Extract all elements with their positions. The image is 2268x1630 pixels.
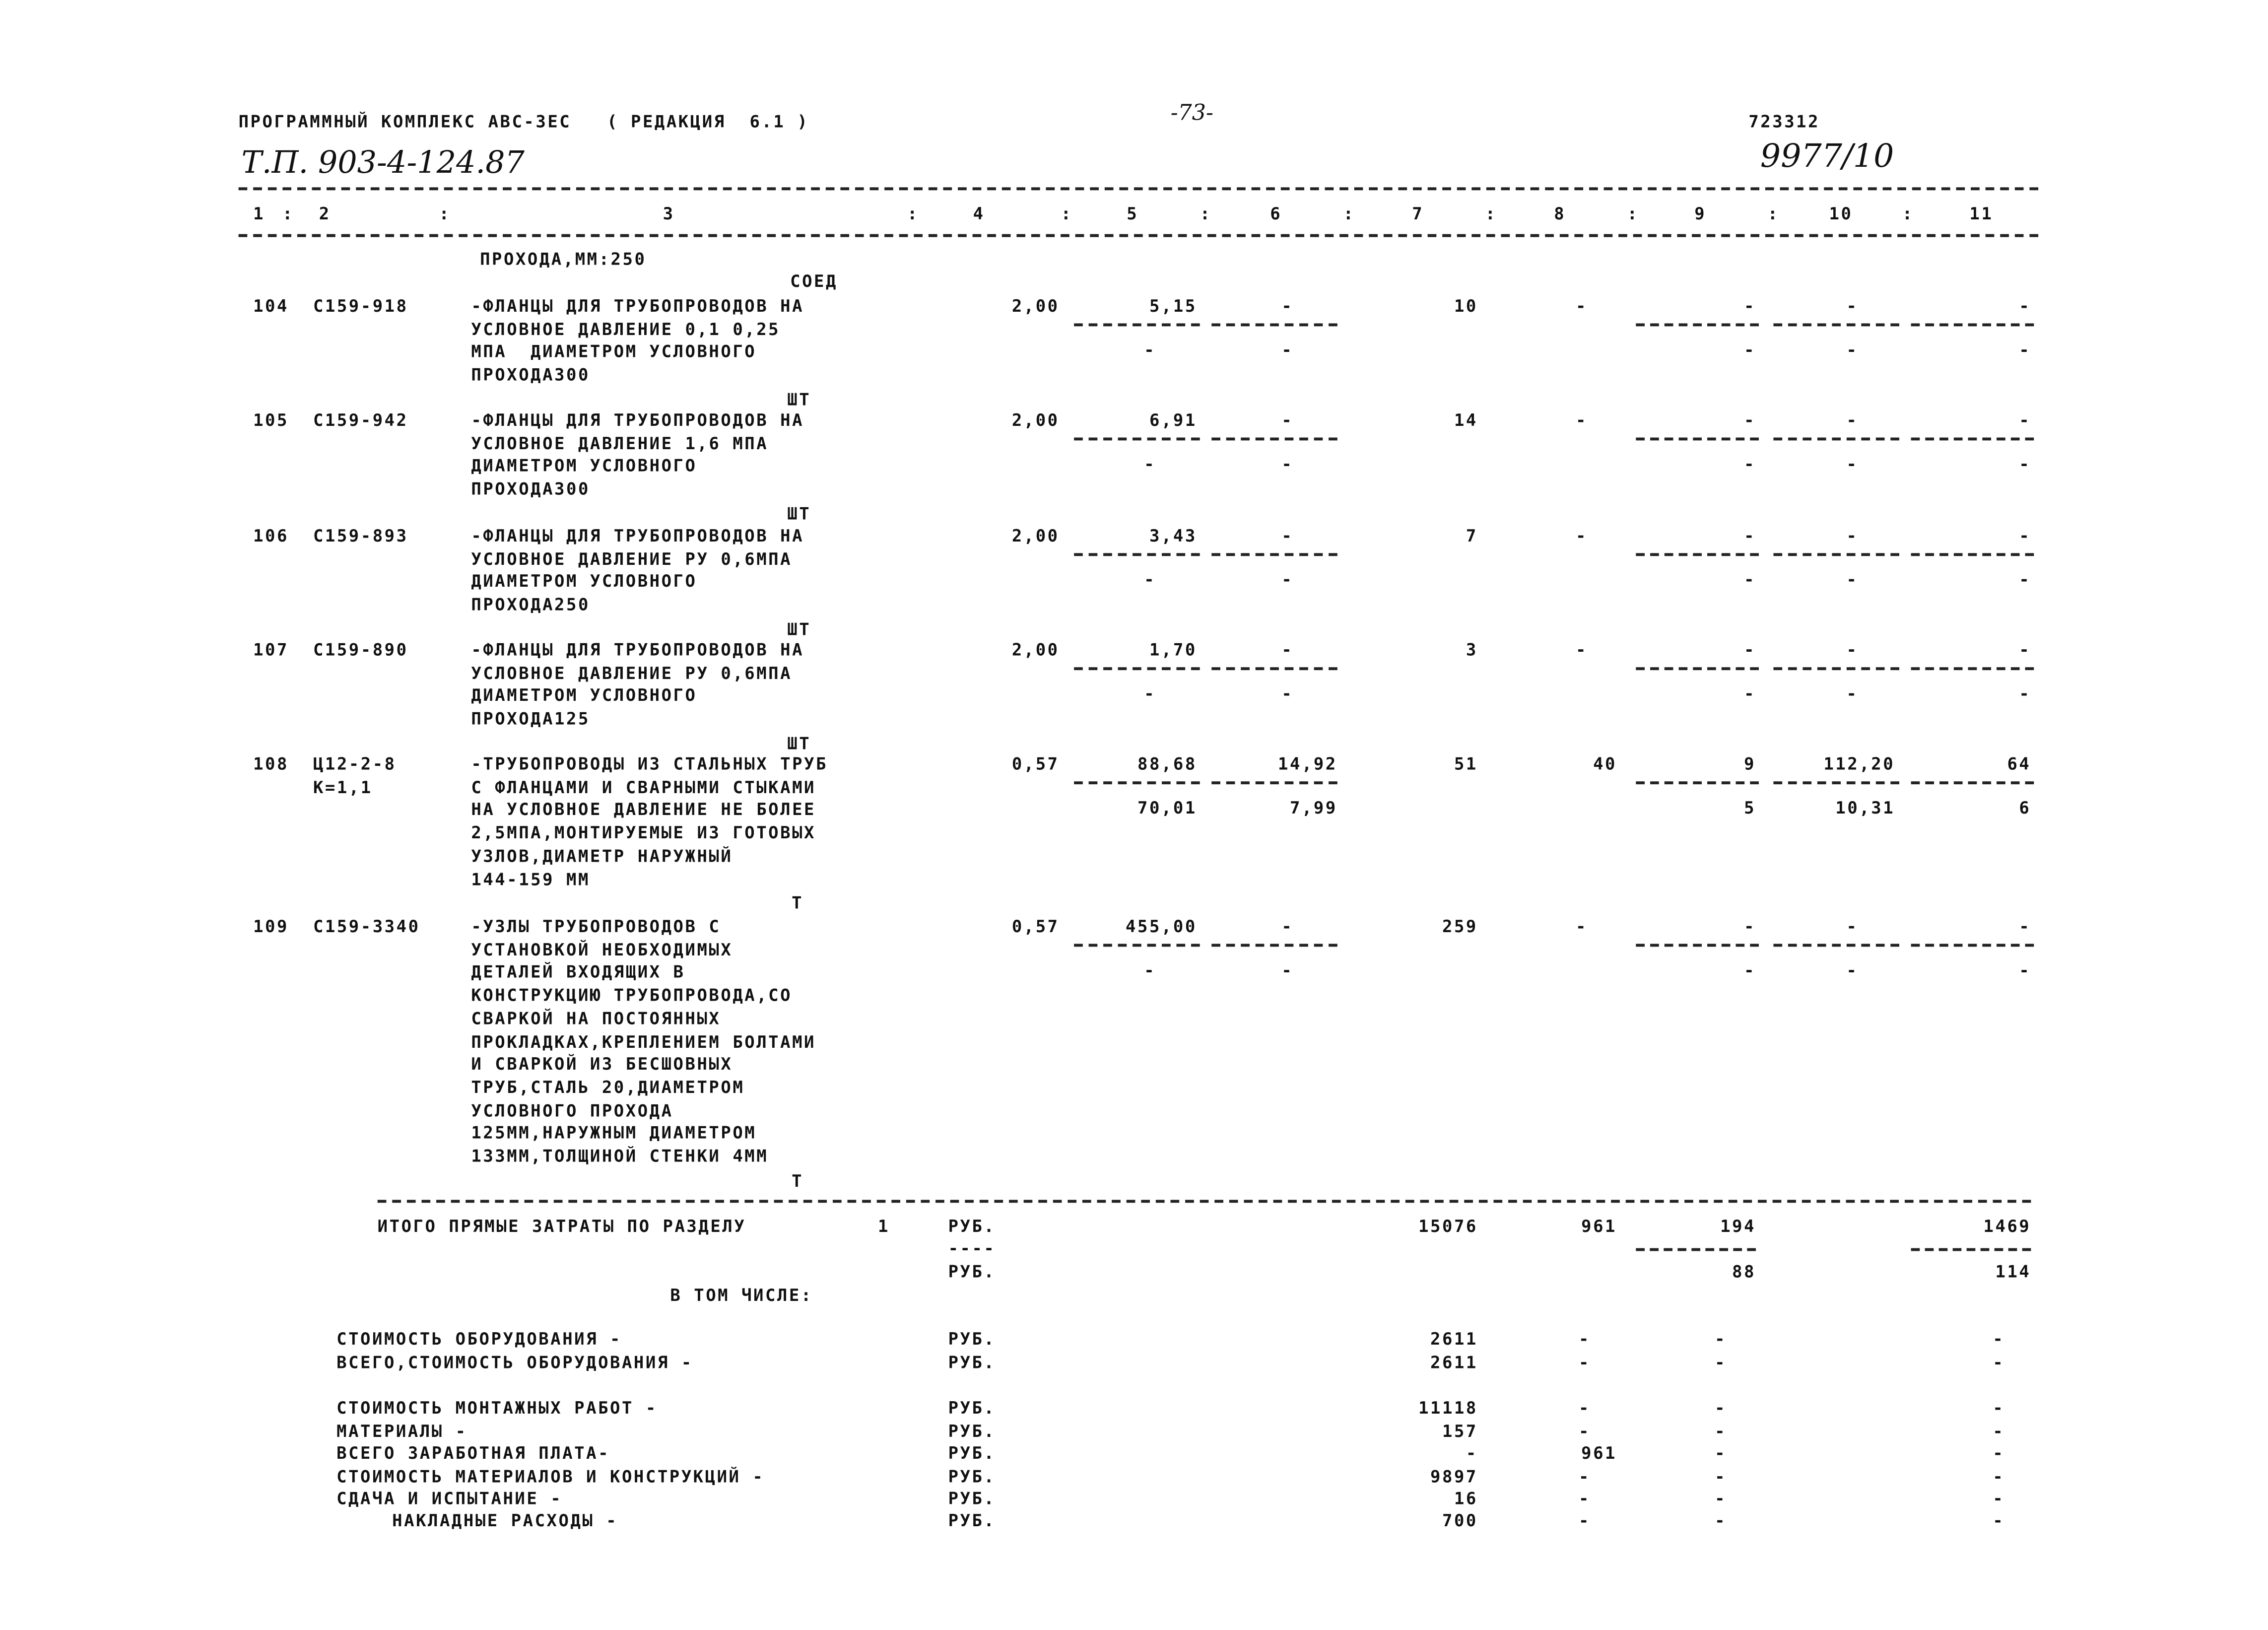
row-col6-rule: [1211, 667, 1337, 670]
document-code: 723312: [1748, 111, 1820, 132]
totals-col9-rule: [1636, 1248, 1756, 1251]
row-col11-a: 64: [2007, 753, 2031, 774]
row-col10-b: -: [1846, 569, 1859, 590]
row-col10-rule: [1773, 324, 1899, 327]
row-col10-a: 112,20: [1823, 753, 1895, 774]
row-code: Ц12-2-8 К=1,1: [313, 753, 397, 797]
row-col5-b: -: [1144, 453, 1156, 475]
column-header-3: 3: [663, 203, 675, 224]
row-col11-b: -: [2019, 339, 2031, 360]
row-col11-rule: [1911, 437, 2034, 440]
row-col10-rule: [1773, 437, 1899, 440]
page-number: -73-: [1170, 99, 1213, 126]
breakdown-col7: 9897: [1430, 1466, 1478, 1487]
column-separator: :: [439, 203, 451, 224]
column-header-11: 11: [1969, 203, 1994, 224]
row-quantity: 0,57: [1011, 916, 1060, 937]
row-col7: 10: [1454, 295, 1478, 316]
breakdown-col9: -: [1715, 1466, 1727, 1487]
column-header-1: 1: [253, 203, 266, 224]
row-description: -ФЛАНЦЫ ДЛЯ ТРУБОПРОВОДОВ НА УСЛОВНОЕ ДАВЛЕНИЕ 1,6 МПА ДИАМЕТРОМ УСЛОВНОГО ПРОХОДА300: [471, 409, 804, 499]
breakdown-label: ВСЕГО,СТОИМОСТЬ ОБОРУДОВАНИЯ -: [336, 1352, 693, 1373]
breakdown-col11: -: [1993, 1421, 2005, 1441]
row-col6-b: -: [1281, 683, 1294, 704]
row-col5-b: -: [1144, 569, 1156, 590]
row-code: С159-890: [313, 639, 408, 660]
header-rule: [239, 234, 2039, 237]
breakdown-col7: 2611: [1430, 1352, 1478, 1373]
row-col6-rule: [1211, 781, 1337, 784]
row-unit: ШТ: [787, 503, 811, 524]
breakdown-unit: РУБ.: [948, 1510, 996, 1531]
row-col8: -: [1576, 295, 1588, 316]
row-number: 108: [253, 753, 289, 774]
row-col11-rule: [1911, 324, 2034, 327]
breakdown-label: НАКЛАДНЫЕ РАСХОДЫ -: [392, 1510, 618, 1531]
row-quantity: 2,00: [1011, 525, 1060, 546]
row-col9-b: -: [1744, 683, 1756, 704]
row-col11-b: -: [2019, 569, 2031, 590]
breakdown-col9: -: [1715, 1421, 1727, 1441]
column-separator: :: [907, 203, 919, 224]
row-col6-b: 7,99: [1290, 797, 1337, 818]
row-description: -ФЛАНЦЫ ДЛЯ ТРУБОПРОВОДОВ НА УСЛОВНОЕ ДАВЛЕНИЕ 0,1 0,25 МПА ДИАМЕТРОМ УСЛОВНОГО ПРОХОДА300: [471, 295, 804, 385]
breakdown-col7: 16: [1454, 1488, 1478, 1509]
row-col9-a: -: [1744, 916, 1756, 937]
breakdown-unit: РУБ.: [948, 1488, 996, 1509]
row-col6-b: -: [1281, 959, 1294, 981]
row-col9-b: -: [1744, 569, 1756, 590]
totals-col11-rule: [1911, 1248, 2031, 1251]
column-header-6: 6: [1270, 203, 1282, 224]
row-col6-rule: [1211, 437, 1337, 440]
row-col8: -: [1576, 639, 1588, 660]
row-col11-a: -: [2019, 639, 2031, 660]
row-col9-b: -: [1744, 959, 1756, 981]
row-col10-b: -: [1846, 959, 1859, 981]
breakdown-col9: -: [1715, 1397, 1727, 1418]
breakdown-col11: -: [1993, 1488, 2005, 1509]
breakdown-unit: РУБ.: [948, 1352, 996, 1373]
row-col6-a: -: [1281, 409, 1294, 430]
totals-col9-a: 194: [1720, 1216, 1756, 1237]
breakdown-col9: -: [1715, 1442, 1727, 1463]
breakdown-col11: -: [1993, 1442, 2005, 1463]
row-col7: 3: [1466, 639, 1478, 660]
row-col10-b: -: [1846, 683, 1859, 704]
breakdown-col11: -: [1993, 1510, 2005, 1531]
row-col9-b: -: [1744, 453, 1756, 475]
totals-unit-2: РУБ.: [948, 1261, 996, 1282]
column-separator: :: [1767, 203, 1780, 224]
row-col5-b: 70,01: [1137, 797, 1197, 818]
breakdown-col9: -: [1715, 1352, 1727, 1373]
breakdown-col11: -: [1993, 1397, 2005, 1418]
row-col9-a: -: [1744, 295, 1756, 316]
column-header-2: 2: [319, 203, 331, 224]
breakdown-col11: -: [1993, 1466, 2005, 1487]
row-col6-b: -: [1281, 339, 1294, 360]
column-header-9: 9: [1694, 203, 1707, 224]
program-title: ПРОГРАММНЫЙ КОМПЛЕКС АВС-3ЕС ( РЕДАКЦИЯ 6.1 ): [238, 111, 809, 132]
column-separator: :: [1200, 203, 1212, 224]
row-col9-rule: [1636, 437, 1759, 440]
row-col9-rule: [1636, 944, 1759, 947]
row-col10-a: -: [1846, 295, 1859, 316]
row-col11-rule: [1911, 667, 2034, 670]
column-separator: :: [282, 203, 294, 224]
row-col5-a: 5,15: [1149, 295, 1197, 316]
row-code: С159-893: [313, 525, 408, 546]
row-code: С159-3340: [313, 916, 420, 937]
row-col5-a: 88,68: [1137, 753, 1197, 774]
row-col5-a: 6,91: [1149, 409, 1197, 430]
breakdown-unit: РУБ.: [948, 1397, 996, 1418]
row-col11-a: -: [2019, 295, 2031, 316]
row-col5-a: 1,70: [1149, 639, 1197, 660]
breakdown-col7: 2611: [1430, 1328, 1478, 1350]
row-col11-rule: [1911, 944, 2034, 947]
row-unit: ШТ: [787, 389, 811, 409]
row-col6-a: -: [1281, 525, 1294, 546]
column-header-4: 4: [973, 203, 985, 224]
row-quantity: 2,00: [1011, 295, 1060, 316]
row-col9-rule: [1636, 667, 1759, 670]
breakdown-col7: -: [1466, 1442, 1478, 1463]
row-col11-rule: [1911, 781, 2034, 784]
row-col5-rule: [1074, 781, 1200, 784]
row-col5-a: 3,43: [1149, 525, 1197, 546]
row-number: 104: [253, 295, 289, 316]
breakdown-label: СТОИМОСТЬ МОНТАЖНЫХ РАБОТ -: [336, 1397, 658, 1418]
column-separator: :: [1343, 203, 1355, 224]
row-col9-a: 9: [1744, 753, 1756, 774]
row-col9-rule: [1636, 553, 1759, 556]
column-header-8: 8: [1554, 203, 1566, 224]
totals-col11-b: 114: [1995, 1261, 2031, 1282]
totals-col9-b: 88: [1732, 1261, 1756, 1282]
row-col6-a: -: [1281, 916, 1294, 937]
row-col8: 40: [1593, 753, 1617, 774]
row-col10-rule: [1773, 781, 1899, 784]
row-col5-rule: [1074, 437, 1200, 440]
row-code: С159-942: [313, 409, 408, 430]
row-col11-rule: [1911, 553, 2034, 556]
row-number: 109: [253, 916, 289, 937]
row-col7: 7: [1466, 525, 1478, 546]
breakdown-unit: РУБ.: [948, 1421, 996, 1441]
row-col5-rule: [1074, 667, 1200, 670]
row-col10-b: -: [1846, 339, 1859, 360]
row-col5-rule: [1074, 324, 1200, 327]
row-col6-b: -: [1281, 569, 1294, 590]
breakdown-col8: -: [1578, 1397, 1591, 1418]
column-separator: :: [1061, 203, 1073, 224]
row-col8: -: [1576, 525, 1588, 546]
breakdown-col9: -: [1715, 1510, 1727, 1531]
row-col7: 14: [1454, 409, 1478, 430]
totals-col11-a: 1469: [1983, 1216, 2031, 1237]
breakdown-col9: -: [1715, 1328, 1727, 1350]
breakdown-unit: РУБ.: [948, 1442, 996, 1463]
row-unit: Т: [792, 892, 804, 914]
column-separator: :: [1485, 203, 1497, 224]
row-unit: ШТ: [787, 733, 811, 753]
row-col7: 259: [1442, 916, 1478, 937]
breakdown-label: СТОИМОСТЬ ОБОРУДОВАНИЯ -: [336, 1328, 622, 1350]
breakdown-label: СТОИМОСТЬ МАТЕРИАЛОВ И КОНСТРУКЦИЙ -: [336, 1466, 765, 1487]
totals-unit-1: РУБ.: [948, 1216, 996, 1237]
totals-col7: 15076: [1418, 1216, 1478, 1237]
row-col9-rule: [1636, 781, 1759, 784]
totals-rule: [378, 1200, 2031, 1203]
totals-unit-dash: ----: [948, 1238, 996, 1259]
breakdown-col8: -: [1578, 1466, 1591, 1487]
row-col6-rule: [1211, 324, 1337, 327]
row-number: 107: [253, 639, 289, 660]
row-col11-b: -: [2019, 453, 2031, 475]
breakdown-col7: 157: [1442, 1421, 1478, 1441]
column-header-7: 7: [1412, 203, 1424, 224]
row-col11-b: -: [2019, 959, 2031, 981]
row-col11-a: -: [2019, 525, 2031, 546]
row-unit: Т: [792, 1170, 804, 1191]
breakdown-unit: РУБ.: [948, 1466, 996, 1487]
row-description: -ФЛАНЦЫ ДЛЯ ТРУБОПРОВОДОВ НА УСЛОВНОЕ ДАВЛЕНИЕ РУ 0,6МПА ДИАМЕТРОМ УСЛОВНОГО ПРОХОДА125: [471, 639, 804, 729]
row-col5-b: -: [1144, 959, 1156, 981]
totals-label: ИТОГО ПРЯМЫЕ ЗАТРАТЫ ПО РАЗДЕЛУ: [377, 1216, 746, 1237]
breakdown-label: ВСЕГО ЗАРАБОТНАЯ ПЛАТА-: [336, 1442, 610, 1463]
breakdown-col7: 700: [1442, 1510, 1478, 1531]
row-col10-rule: [1773, 944, 1899, 947]
row-col10-a: -: [1846, 639, 1859, 660]
row-code: С159-918: [313, 295, 408, 316]
column-header-5: 5: [1127, 203, 1139, 224]
breakdown-label: МАТЕРИАЛЫ -: [336, 1421, 467, 1441]
row-col9-b: 5: [1744, 797, 1756, 818]
row-col6-a: 14,92: [1278, 753, 1337, 774]
row-quantity: 2,00: [1011, 409, 1060, 430]
row-col10-rule: [1773, 667, 1899, 670]
row-col10-a: -: [1846, 525, 1859, 546]
row-col6-rule: [1211, 553, 1337, 556]
row-col11-b: 6: [2019, 797, 2031, 818]
row-col10-b: -: [1846, 453, 1859, 475]
row-col10-a: -: [1846, 916, 1859, 937]
row-quantity: 2,00: [1011, 639, 1060, 660]
column-separator: :: [1902, 203, 1914, 224]
breakdown-col8: -: [1578, 1328, 1591, 1350]
row-col8: -: [1576, 916, 1588, 937]
row-col6-b: -: [1281, 453, 1294, 475]
row-col11-b: -: [2019, 683, 2031, 704]
row-col7: 51: [1454, 753, 1478, 774]
row-col5-rule: [1074, 944, 1200, 947]
row-col8: -: [1576, 409, 1588, 430]
breakdown-unit: РУБ.: [948, 1328, 996, 1350]
breakdown-col11: -: [1993, 1328, 2005, 1350]
project-number: Т.П. 903-4-124.87: [241, 144, 525, 180]
row-description: -ФЛАНЦЫ ДЛЯ ТРУБОПРОВОДОВ НА УСЛОВНОЕ ДАВЛЕНИЕ РУ 0,6МПА ДИАМЕТРОМ УСЛОВНОГО ПРОХОДА250: [471, 525, 804, 615]
breakdown-col8: 961: [1581, 1442, 1617, 1463]
carryover-text: ПРОХОДА,ММ:250: [480, 249, 647, 270]
breakdown-col11: -: [1993, 1352, 2005, 1373]
row-col6-a: -: [1281, 295, 1294, 316]
column-separator: :: [1627, 203, 1639, 224]
row-col11-a: -: [2019, 409, 2031, 430]
breakdown-col9: -: [1715, 1488, 1727, 1509]
sheet-number: 9977/10: [1760, 139, 1894, 176]
row-unit: ШТ: [787, 618, 811, 639]
row-number: 106: [253, 525, 289, 546]
row-col9-a: -: [1744, 639, 1756, 660]
row-col5-b: -: [1144, 339, 1156, 360]
breakdown-label: СДАЧА И ИСПЫТАНИЕ -: [336, 1488, 563, 1509]
row-col5-b: -: [1144, 683, 1156, 704]
including-label: В ТОМ ЧИСЛЕ:: [670, 1285, 813, 1305]
row-quantity: 0,57: [1011, 753, 1060, 774]
column-header-10: 10: [1829, 203, 1853, 224]
row-col9-a: -: [1744, 525, 1756, 546]
row-col11-a: -: [2019, 916, 2031, 937]
row-col5-rule: [1074, 553, 1200, 556]
row-col9-b: -: [1744, 339, 1756, 360]
row-number: 105: [253, 409, 289, 430]
row-col10-rule: [1773, 553, 1899, 556]
row-description: -УЗЛЫ ТРУБОПРОВОДОВ С УСТАНОВКОЙ НЕОБХОДИМЫХ ДЕТАЛЕЙ ВХОДЯЩИХ В КОНСТРУКЦИЮ ТРУБОПРОВОДА,СО СВАРКОЙ НА ПОСТОЯННЫХ ПРОКЛАДКАХ,КРЕПЛЕНИЕМ БОЛТАМИ И СВАРКОЙ ИЗ БЕСШОВНЫХ ТРУБ,СТАЛЬ 20,ДИАМЕТРОМ УСЛОВНОГО ПРОХОДА 125ММ,НАРУЖНЫМ ДИАМЕТРОМ 133ММ,ТОЛЩИНОЙ СТЕНКИ 4ММ: [471, 916, 816, 1166]
row-col6-rule: [1211, 944, 1337, 947]
row-col5-a: 455,00: [1126, 916, 1197, 937]
breakdown-col7: 11118: [1418, 1397, 1478, 1418]
carryover-unit: СОЕД: [790, 271, 838, 291]
breakdown-col8: -: [1578, 1421, 1591, 1441]
row-col10-a: -: [1846, 409, 1859, 430]
row-description: -ТРУБОПРОВОДЫ ИЗ СТАЛЬНЫХ ТРУБ С ФЛАНЦАМИ И СВАРНЫМИ СТЫКАМИ НА УСЛОВНОЕ ДАВЛЕНИЕ НЕ БОЛЕЕ 2,5МПА,МОНТИРУЕМЫЕ ИЗ ГОТОВЫХ УЗЛОВ,ДИАМЕТР НАРУЖНЫЙ 144-159 ММ: [471, 753, 828, 889]
breakdown-col8: -: [1578, 1352, 1591, 1373]
breakdown-col8: -: [1578, 1488, 1591, 1509]
totals-col8: 961: [1581, 1216, 1617, 1237]
row-col9-a: -: [1744, 409, 1756, 430]
totals-section: 1: [878, 1216, 890, 1237]
row-col9-rule: [1636, 324, 1759, 327]
row-col10-b: 10,31: [1835, 797, 1895, 818]
row-col6-a: -: [1281, 639, 1294, 660]
breakdown-col8: -: [1578, 1510, 1591, 1531]
top-rule: [239, 187, 2039, 190]
